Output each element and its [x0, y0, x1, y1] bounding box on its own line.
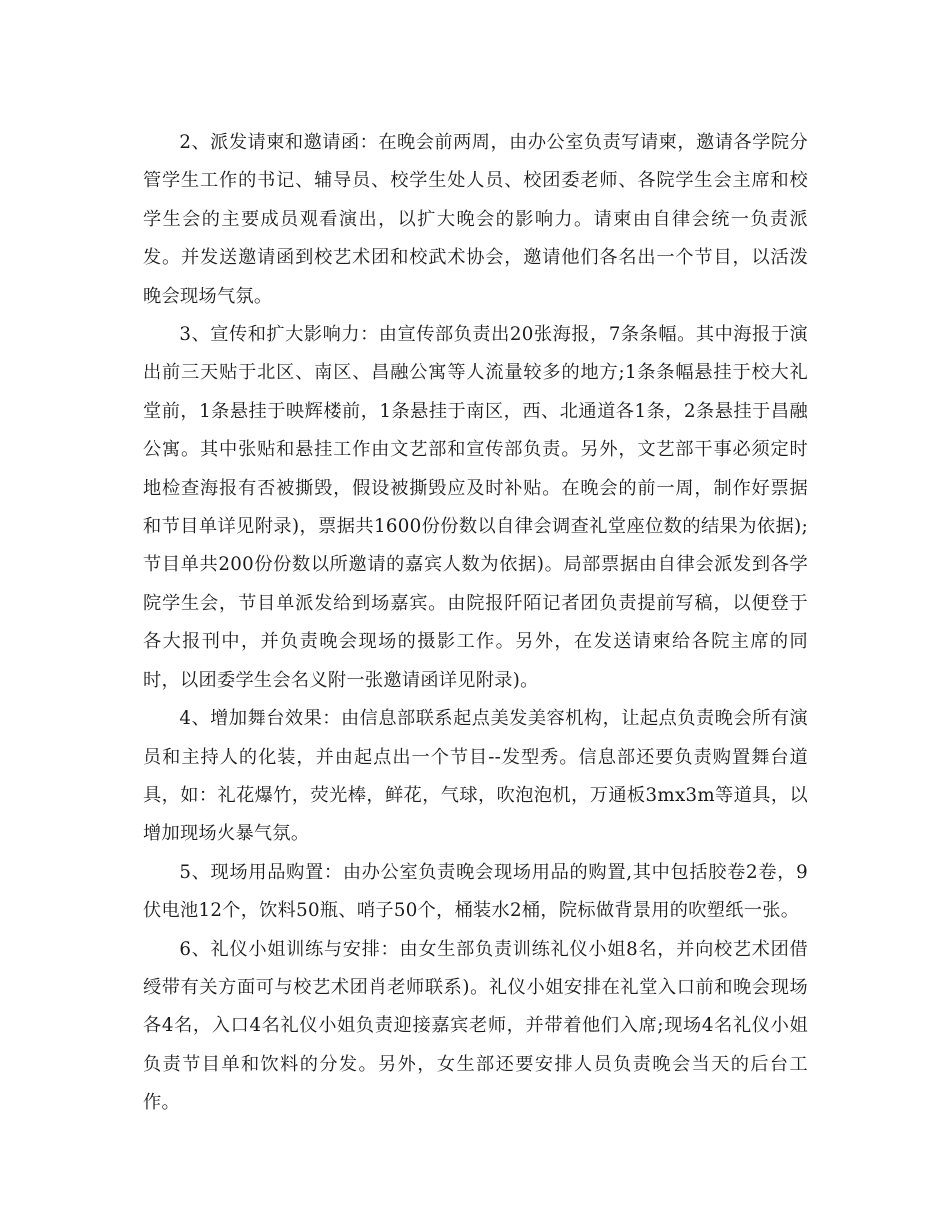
paragraph-supplies: 5、现场用品购置：由办公室负责晚会现场用品的购置,其中包括胶卷2卷，9伏电池12个，饮料50瓶、哨子50个，桶装水2桶，院标做背景用的吹塑纸一张。	[143, 861, 808, 922]
paragraph-etiquette: 6、礼仪小姐训练与安排：由女生部负责训练礼仪小姐8名，并向校艺术团借绶带有关方面可与校艺术团肖老师联系)。礼仪小姐安排在礼堂入口前和晚会现场各4名，入口4名礼仪小姐负责迎接嘉宾老师，并带着他们入席;现场4名礼仪小姐负责节目单和饮料的分发。另外，女生部还要安排人员负责晚会当天的后台工作。	[143, 938, 808, 1114]
paragraph-invitations: 2、派发请柬和邀请函：在晚会前两周，由办公室负责写请柬，邀请各学院分管学生工作的书记、辅导员、校学生处人员、校团委老师、各院学生会主席和校学生会的主要成员观看演出，以扩大晚会的影响力。请柬由自律会统一负责派发。并发送邀请函到校艺术团和校武术协会，邀请他们各名出一个节目，以活泼晚会现场气氛。	[143, 132, 808, 307]
paragraph-publicity: 3、宣传和扩大影响力：由宣传部负责出20张海报，7条条幅。其中海报于演出前三天贴于北区、南区、昌融公寓等人流量较多的地方;1条条幅悬挂于校大礼堂前，1条悬挂于映辉楼前，1条悬挂于南区，西、北通道各1条，2条悬挂于昌融公寓。其中张贴和悬挂工作由文艺部和宣传部负责。另外，文艺部干事必须定时地检查海报有否被撕毁，假设被撕毁应及时补贴。在晚会的前一周，制作好票据和节目单详见附录)，票据共1600份份数以自律会调查礼堂座位数的结果为依据);节目单共200份份数以所邀请的嘉宾人数为依据)。局部票据由自律会派发到各学院学生会，节目单派发给到场嘉宾。由院报阡陌记者团负责提前写稿，以便登于各大报刊中，并负责晚会现场的摄影工作。另外，在发送请柬给各院主席的同时，以团委学生会名义附一张邀请函详见附录)。	[143, 324, 808, 691]
document-body	[143, 124, 808, 1123]
paragraph-stage-effects: 4、增加舞台效果：由信息部联系起点美发美容机构，让起点负责晚会所有演员和主持人的化装，并由起点出一个节目--发型秀。信息部还要负责购置舞台道具，如：礼花爆竹，荧光棒，鲜花，气球，吹泡泡机，万通板3mx3m等道具，以增加现场火暴气氛。	[143, 708, 808, 845]
